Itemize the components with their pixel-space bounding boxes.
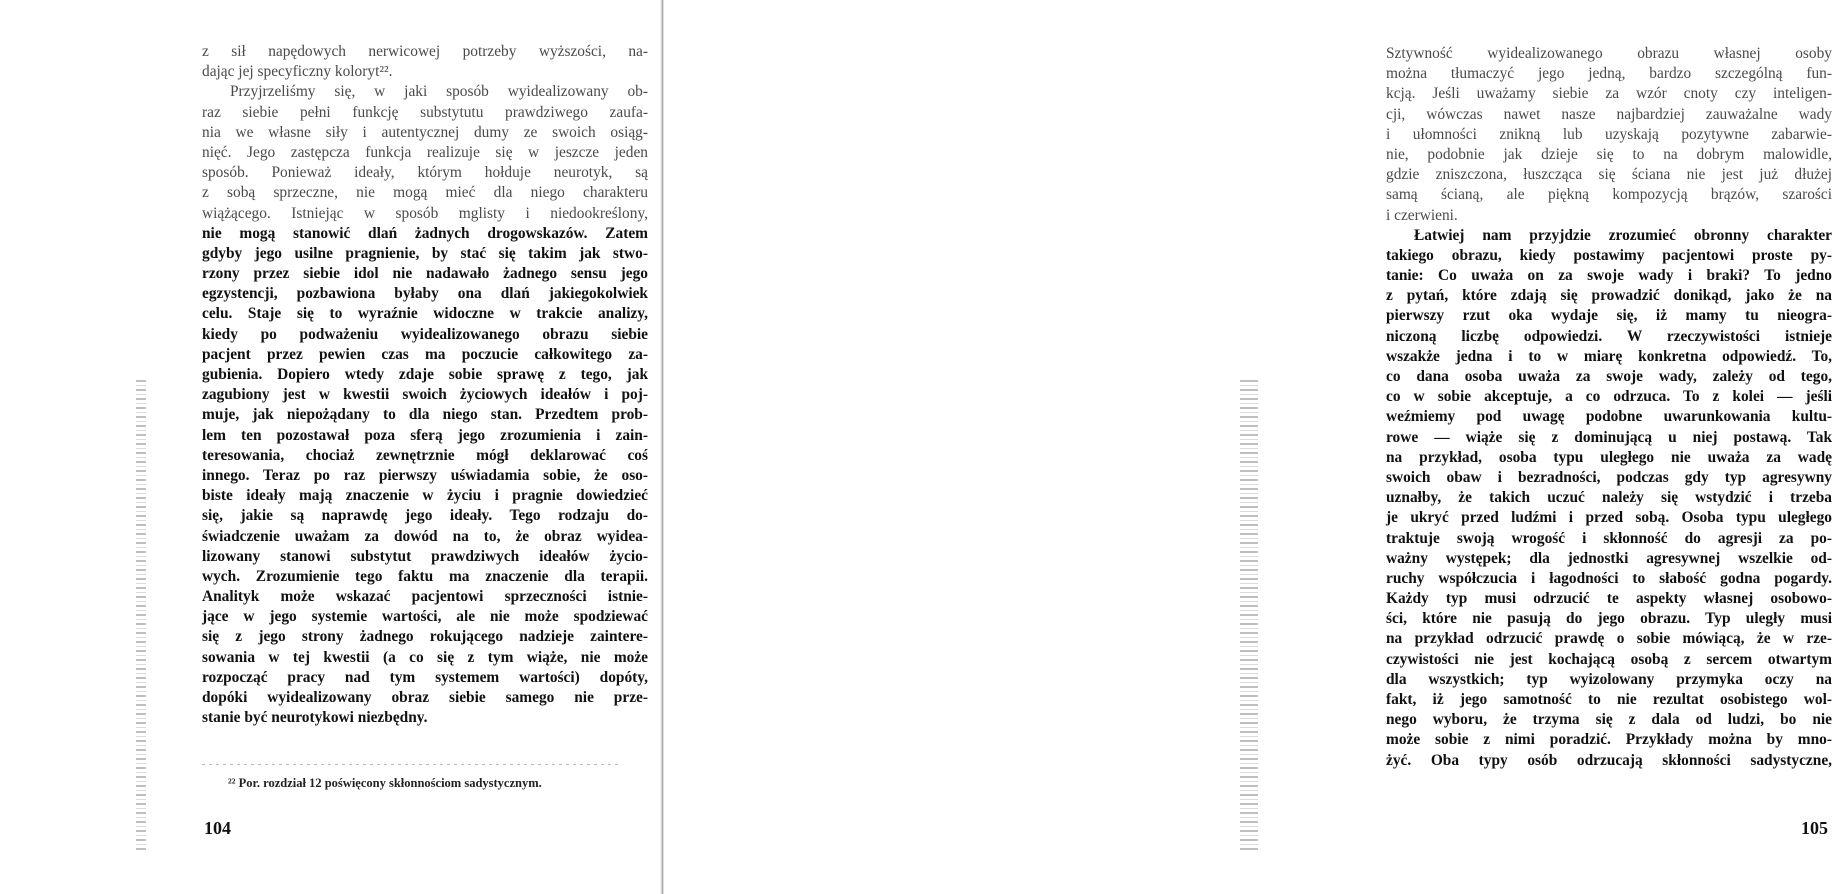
text-line: ruchy współczucia i łagodności to słabość godna pogardy. [1386, 569, 1832, 587]
text-line: Analityk może wskazać pacjentowi sprzeczności istnie- [202, 588, 648, 606]
text-line: wiążącego. Istniejąc w sposób mglisty i niedookreślony, [202, 204, 648, 222]
text-line: biste ideały mają znaczenie w życiu i pragnie dowiedzieć [202, 487, 648, 505]
text-line: uznałby, że takich uczuć należy się wstydzić i trzeba [1386, 489, 1832, 507]
text-line: co dana osoba uważa za swoje wady, zależy od tego, [1386, 368, 1832, 385]
text-line: i ułomności znikną lub uzyskają pozytywne zabarwie- [1386, 125, 1832, 143]
text-line: muje, jak niepożądany to dla niego stan. Przedtem prob- [202, 406, 648, 424]
text-line: pierwszy rzut oka wydaje się, iż mamy tu nieogra- [1386, 307, 1832, 325]
page-number: 104 [204, 818, 231, 838]
text-line: może sobie z nimi poradzić. Przykłady można by mno- [1386, 731, 1832, 749]
text-line: swoich obaw i bezradności, podczas gdy typ agresywny [1386, 468, 1832, 486]
text-line: nia we własne siły i autentycznej dumy ze swoich osiąg- [202, 123, 648, 141]
text-line: rozpocząć pracy nad tym systemem wartości) dopóty, [202, 668, 648, 686]
text-line: na przykład odrzucić prawdę o sobie mówiącą, że w rze- [1386, 630, 1832, 648]
text-line: raz siebie pełni funkcję substytutu prawdziwego zaufa- [202, 103, 648, 121]
text-line: sowania w tej kwestii (a co się z tym wiąże, nie może [202, 648, 648, 666]
text-line: wych. Zrozumienie tego faktu ma znaczenie dla terapii. [202, 567, 648, 585]
text-line: traktuje swoją wrogość i skłonność do agresji za po- [1386, 529, 1832, 547]
text-line: Łatwiej nam przyjdzie zrozumieć obronny charakter [1414, 226, 1832, 244]
text-line: na przykład, osoba typu uległego nie uważa za wadę [1386, 448, 1832, 466]
text-line: weźmiemy pod uwagę podobne uwarunkowania kultu- [1386, 408, 1832, 426]
text-line: kcją. Jeśli uważamy siebie za wzór cnoty czy inteligen- [1386, 85, 1832, 103]
page-edge-shadow [136, 380, 146, 850]
text-line: samą ścianą, ale piękną kompozycją brązów, szarości [1386, 186, 1832, 204]
right-page-text [1386, 44, 1832, 771]
text-line: z pytań, które zdają się prowadzić donikąd, jako że na [1386, 287, 1832, 305]
text-line: tanie: Co uważa on za swoje wady i braki? To jedno [1386, 267, 1832, 285]
text-line: nie mogą stanowić dlań żadnych drogowskazów. Zatem [202, 224, 648, 242]
text-line: gdzie zniszczona, łuszcząca się ściana nie jest już dłużej [1386, 166, 1832, 184]
text-line: je ukryć przed ludźmi i przed sobą. Osoba typu uległego [1386, 509, 1832, 527]
text-line: gubienia. Dopiero wtedy zdaje sobie sprawę z tego, jak [202, 366, 648, 383]
text-line: jące w jego systemie wartości, ale nie może spodziewać [202, 608, 648, 626]
footnote: ²² Por. rozdział 12 poświęcony skłonnościom sadystycznym. [228, 776, 542, 790]
text-line: rzony przez siebie idol nie nadawało żadnego sensu jego [202, 265, 648, 283]
text-line: nie, podobnie jak dzieje się to na dobrym malowidle, [1386, 145, 1832, 163]
text-line: Przyjrzeliśmy się, w jaki sposób wyidealizowany ob- [230, 83, 648, 101]
text-line: kiedy po podważeniu wyidealizowanego obrazu siebie [202, 325, 648, 343]
text-line: z sobą sprzeczne, nie mogą mieć dla niego charakteru [202, 184, 648, 202]
text-line: pacjent przez pewien czas ma poczucie całkowitego za- [202, 345, 648, 363]
text-line: dając jej specyficzny koloryt²². [202, 63, 393, 81]
text-line: ści, które nie pasują do jego obrazu. Typ uległy musi [1386, 610, 1832, 628]
text-line: takiego obrazu, kiedy postawimy pacjentowi proste py- [1386, 246, 1832, 264]
text-line: teresowania, chociaż zewnętrznie mógł deklarować coś [202, 446, 648, 464]
text-line: czywistości nie jest kochającą osobą z sercem otwartym [1386, 650, 1832, 668]
text-line: żyć. Oba typy osób odrzucają skłonności sadystyczne, [1386, 751, 1832, 769]
text-line: nego wyboru, że trzyma się z dala od ludzi, bo nie [1386, 711, 1832, 729]
text-line: rowe — wiąże się z dominującą u niej postawą. Tak [1386, 428, 1832, 446]
page-edge-shadow [1240, 380, 1258, 850]
text-line: i czerwieni. [1386, 206, 1458, 224]
text-line: innego. Teraz po raz pierwszy uświadamia sobie, że oso- [202, 466, 648, 484]
text-line: Sztywność wyidealizowanego obrazu własnej osoby [1386, 45, 1832, 62]
text-line: sposób. Ponieważ ideały, którym hołduje neurotyk, są [202, 164, 648, 182]
text-line: nięć. Jego zastępcza funkcja realizuje się w jeszcze jeden [202, 143, 648, 161]
text-line: z sił napędowych nerwicowej potrzeby wyższości, na- [202, 43, 648, 60]
page-number: 105 [1801, 818, 1828, 838]
text-line: ważny występek; dla jednostki agresywnej wszelkie od- [1386, 549, 1832, 567]
text-line: się, jakie są naprawdę jego ideały. Tego rodzaju do- [202, 507, 648, 525]
text-line: dopóki wyidealizowany obraz siebie samego nie prze- [202, 689, 648, 706]
text-line: fakt, iż jego samotność to nie rezultat osobistego wol- [1386, 691, 1832, 708]
text-line: cji, wówczas nawet nasze najbardziej zauważalne wady [1386, 105, 1832, 123]
left-page-text [202, 42, 648, 728]
text-line: się z jego strony żadnego rokującego nadzieje zaintere- [202, 628, 648, 646]
footnote-separator [202, 764, 622, 765]
text-line: celu. Staje się to wyraźnie widoczne w trakcie analizy, [202, 305, 648, 323]
text-line: świadczenie uważam za dowód na to, że obraz wyidea- [202, 527, 648, 545]
text-line: Każdy typ musi odrzucić te aspekty własnej osobowo- [1386, 590, 1832, 608]
text-line: niczoną liczbę odpowiedzi. W rzeczywistości istnieje [1386, 327, 1832, 345]
text-line: można tłumaczyć jego jedną, bardzo szczególną fun- [1386, 65, 1832, 83]
left-page [0, 0, 660, 894]
text-line: lem ten pozostawał poza sferą jego zrozumienia i zain- [202, 426, 648, 444]
text-line: wszakże jedna i to w miarę konkretna odpowiedź. To, [1386, 347, 1832, 365]
text-line: lizowany stanowi substytut prawdziwych ideałów życio- [202, 547, 648, 565]
right-page [664, 0, 1832, 894]
text-line: gdyby jego usilne pragnienie, by stać się takim jak stwo- [202, 244, 648, 262]
text-line: egzystencji, pozbawiona byłaby ona dlań jakiegokolwiek [202, 285, 648, 303]
text-line: zagubiony jest w kwestii swoich życiowych ideałów i poj- [202, 386, 648, 404]
text-line: stanie być neurotykowi niezbędny. [202, 709, 428, 727]
text-line: dla wszystkich; typ wyizolowany przymyka oczy na [1386, 670, 1832, 688]
text-line: co w sobie akceptuje, a co odrzuca. To z kolei — jeśli [1386, 388, 1832, 406]
